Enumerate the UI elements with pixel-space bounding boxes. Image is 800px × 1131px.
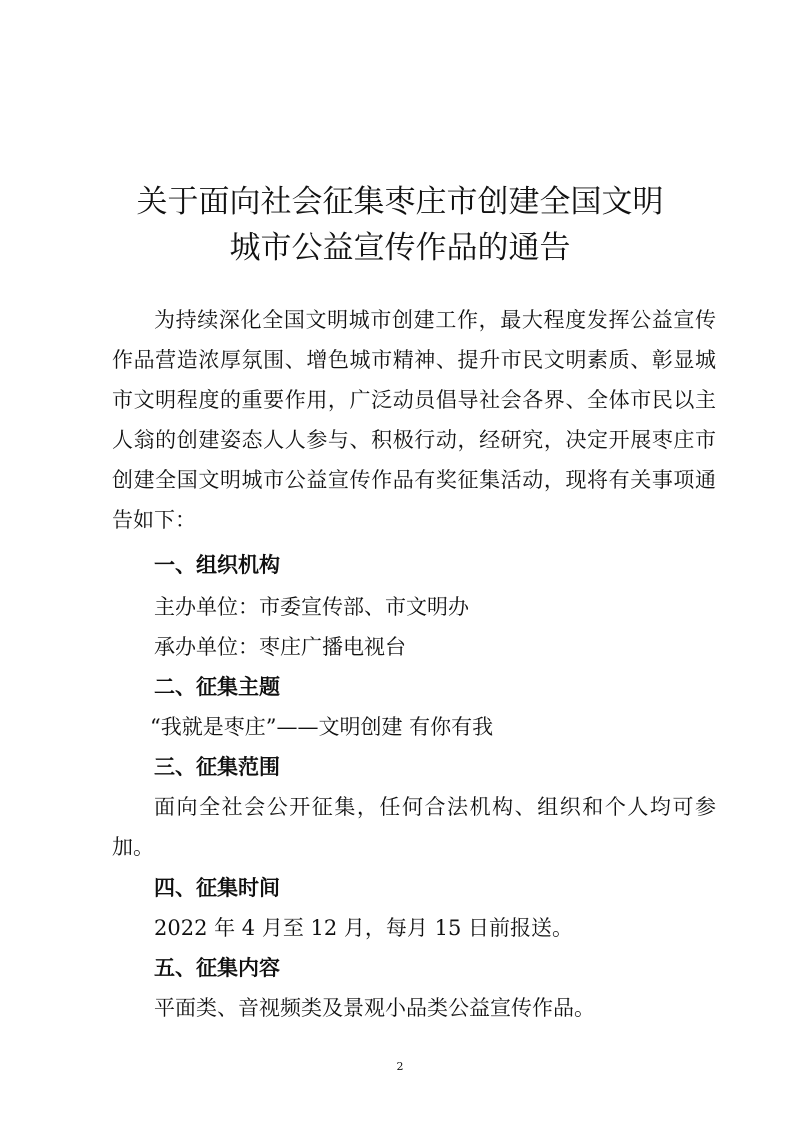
page-number: 2 (396, 1060, 404, 1073)
section-heading-content: 五、征集内容 (154, 956, 280, 980)
content-line: 平面类、音视频类及景观小品类公益宣传作品。 (154, 996, 595, 1020)
document-title-line-1: 关于面向社会征集枣庄市创建全国文明 (136, 184, 664, 220)
theme-line: “我就是枣庄”——文明创建 有你有我 (150, 715, 494, 739)
section-heading-time: 四、征集时间 (154, 876, 280, 900)
organizer-line: 主办单位：市委宣传部、市文明办 (154, 595, 469, 619)
scope-paragraph: 面向全社会公开征集，任何合法机构、组织和个人均可参加。 (112, 795, 716, 859)
time-line: 2022 年 4 月至 12 月，每月 15 日前报送。 (154, 916, 573, 940)
section-heading-scope: 三、征集范围 (154, 755, 280, 779)
undertaker-line: 承办单位：枣庄广播电视台 (154, 635, 406, 659)
section-heading-organization: 一、组织机构 (154, 553, 280, 577)
document-title-line-2: 城市公益宣传作品的通告 (229, 230, 571, 266)
intro-paragraph: 为持续深化全国文明城市创建工作，最大程度发挥公益宣传作品营造浓厚氛围、增色城市精神、提升市民文明素质、彰显城市文明程度的重要作用，广泛动员倡导社会各界、全体市民以主人翁的创建姿态人人参与、积极行动，经研究，决定开展枣庄市创建全国文明城市公益宣传作品有奖征集活动，现将有关事项通告如下： (112, 308, 716, 532)
section-heading-theme: 二、征集主题 (154, 675, 280, 699)
